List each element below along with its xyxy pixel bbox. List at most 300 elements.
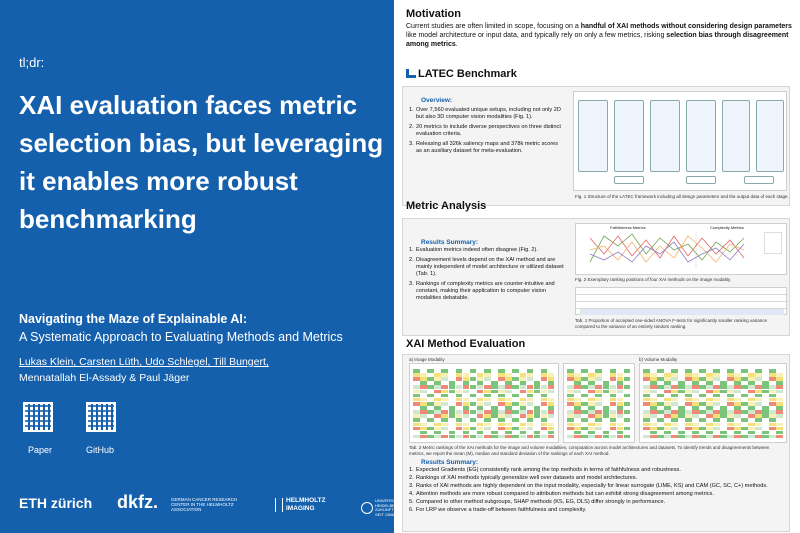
heatmap-cell	[574, 418, 581, 422]
heatmap-cell	[643, 418, 650, 422]
heatmap-cell	[741, 406, 748, 410]
heatmap-cell	[456, 414, 463, 418]
heatmap-cell	[643, 423, 650, 427]
heatmap-cell	[477, 402, 484, 406]
heatmap-cell	[512, 377, 519, 381]
heatmap-cell	[520, 431, 527, 435]
heatmap-cell	[762, 423, 769, 427]
heatmap-cell	[617, 423, 624, 427]
heatmap-cell	[463, 402, 470, 406]
heatmap-cell	[755, 390, 762, 394]
heatmap-cell	[427, 377, 434, 381]
heatmap-cell	[664, 402, 671, 406]
heatmap-cell	[643, 369, 650, 373]
heatmap-cell	[678, 390, 685, 394]
heatmap-cell	[603, 373, 610, 377]
heatmap-cell	[650, 394, 657, 398]
heatmap-cell	[595, 385, 602, 389]
heatmap-cell	[741, 398, 748, 402]
xai-result-text-6: For LRP we observe a trade-off between faithfulness and complexity.	[416, 507, 587, 513]
heatmap-cell	[692, 410, 699, 414]
heatmap-cell	[741, 423, 748, 427]
heatmap-cell	[449, 410, 456, 414]
heatmap-cell	[588, 373, 595, 377]
heatmap-cell	[427, 385, 434, 389]
fig-output-box	[614, 176, 644, 184]
heatmap-cell	[664, 390, 671, 394]
overview-item: 1. Over 7,560 evaluated unique setups, including not only 2D but also 3D computer vision modalities (Fig. 1).	[409, 107, 561, 120]
heatmap-cell	[427, 398, 434, 402]
heatmap-cell	[434, 414, 441, 418]
heatmap-cell	[567, 385, 574, 389]
heatmap-cell	[505, 394, 512, 398]
heatmap-cell	[534, 369, 541, 373]
heatmap-cell	[548, 402, 555, 406]
heatmap-cell	[617, 377, 624, 381]
heatmap-cell	[762, 435, 769, 439]
heatmap-cell	[470, 394, 477, 398]
heatmap-cell	[491, 435, 498, 439]
heatmap-cell	[713, 394, 720, 398]
heatmap-cell	[574, 398, 581, 402]
heatmap-cell	[477, 394, 484, 398]
heatmap-cell	[541, 398, 548, 402]
heatmap-cell	[769, 418, 776, 422]
heatmap-cell	[706, 373, 713, 377]
heatmap-cell	[643, 398, 650, 402]
heatmap-cell	[776, 402, 783, 406]
heatmap-cell	[769, 410, 776, 414]
heatmap-cell	[650, 427, 657, 431]
heatmap-cell	[527, 385, 534, 389]
heatmap-cell	[734, 398, 741, 402]
heatmap-cell	[449, 414, 456, 418]
heatmap-cell	[595, 369, 602, 373]
heatmap-cell	[491, 406, 498, 410]
heatmap-cell	[567, 431, 574, 435]
heatmap-cell	[534, 427, 541, 431]
heatmap-cell	[678, 410, 685, 414]
heatmap-cell	[762, 427, 769, 431]
heatmap-cell	[657, 410, 664, 414]
heatmap-cell	[484, 423, 491, 427]
heatmap-cell	[588, 435, 595, 439]
heatmap-cell	[588, 423, 595, 427]
heatmap-cell	[484, 418, 491, 422]
heatmap-cell	[581, 402, 588, 406]
heatmap-cell	[463, 406, 470, 410]
heatmap-cell	[685, 385, 692, 389]
heatmap-cell	[512, 418, 519, 422]
heatmap-cell	[713, 377, 720, 381]
heatmap-cell	[685, 369, 692, 373]
heatmap-cell	[643, 427, 650, 431]
heatmap-cell	[624, 406, 631, 410]
heatmap-cell	[624, 418, 631, 422]
heatmap-cell	[574, 402, 581, 406]
heatmap-cell	[650, 373, 657, 377]
heatmap-cell	[713, 427, 720, 431]
heatmap-cell	[699, 406, 706, 410]
heatmap-cell	[678, 431, 685, 435]
heatmap-cell	[699, 431, 706, 435]
heatmap-cell	[624, 394, 631, 398]
heatmap-cell	[463, 418, 470, 422]
heatmap-cell	[657, 427, 664, 431]
heatmap-cell	[748, 398, 755, 402]
qr-paper-label: Paper	[28, 445, 53, 455]
heatmap-cell	[548, 423, 555, 427]
heidelberg-seal-icon	[361, 502, 373, 514]
heatmap-cell	[427, 418, 434, 422]
heatmap-cell	[427, 406, 434, 410]
heatmap-cell	[748, 431, 755, 435]
heatmap-cell	[692, 369, 699, 373]
xai-eval-panel	[402, 354, 790, 532]
heatmap-cell	[692, 398, 699, 402]
heatmap-cell	[603, 390, 610, 394]
heatmap-cell	[512, 381, 519, 385]
heatmap-cell	[534, 414, 541, 418]
heatmap-cell	[617, 373, 624, 377]
heatmap-cell	[671, 369, 678, 373]
heatmap-cell	[741, 377, 748, 381]
heatmap-cell	[776, 377, 783, 381]
heatmap-cell	[463, 431, 470, 435]
fig-stage-box	[578, 100, 608, 172]
heatmap-cell	[588, 385, 595, 389]
heatmap-cell	[603, 369, 610, 373]
heatmap-cell	[527, 435, 534, 439]
heatmap-cell	[520, 435, 527, 439]
table-highlight-row	[580, 309, 784, 315]
heatmap-cell	[692, 406, 699, 410]
heatmap-cell	[574, 369, 581, 373]
heatmap-cell	[420, 390, 427, 394]
heatmap-cell	[699, 410, 706, 414]
heatmap-cell	[595, 373, 602, 377]
heatmap-cell	[692, 423, 699, 427]
motivation-text-d: selection bias through disagreement among metrics	[406, 32, 789, 48]
tldr-label: tl;dr:	[19, 55, 45, 70]
heatmap-cell	[505, 385, 512, 389]
heatmap-cell	[534, 381, 541, 385]
heatmap-cell	[441, 431, 448, 435]
heatmap-cell	[727, 381, 734, 385]
metric-results-title: Results Summary:	[421, 239, 479, 246]
heatmap-cell	[748, 394, 755, 398]
benchmark-heading	[406, 68, 517, 80]
heatmap-cell	[588, 418, 595, 422]
heatmap-cell	[548, 431, 555, 435]
heatmap-cell	[548, 394, 555, 398]
heatmap-cell	[624, 402, 631, 406]
heatmap-cell	[610, 394, 617, 398]
heatmap-cell	[720, 427, 727, 431]
heatmap-cell	[505, 369, 512, 373]
heatmap-cell	[692, 414, 699, 418]
heatmap-cell	[449, 418, 456, 422]
heatmap-cell	[741, 427, 748, 431]
heatmap-cell	[574, 390, 581, 394]
heatmap-cell	[449, 406, 456, 410]
heatmap-cell	[776, 410, 783, 414]
heatmap-cell	[484, 402, 491, 406]
heatmap-cell	[512, 369, 519, 373]
heatmap-cell	[617, 410, 624, 414]
heatmap-cell	[441, 414, 448, 418]
heatmap-cell	[548, 410, 555, 414]
heatmap-cell	[734, 423, 741, 427]
heatmap-cell	[727, 377, 734, 381]
qr-code-github[interactable]	[86, 402, 116, 432]
heatmap-cell	[713, 390, 720, 394]
heatmap-cell	[755, 414, 762, 418]
heatmap-cell	[427, 423, 434, 427]
heatmap-cell	[512, 385, 519, 389]
heatmap-cell	[484, 377, 491, 381]
heatmap-cell	[449, 377, 456, 381]
benchmark-panel	[402, 86, 790, 206]
heatmap-cell	[699, 398, 706, 402]
heatmap-cell	[534, 394, 541, 398]
heatmap-cell	[484, 414, 491, 418]
heatmap-cell	[748, 418, 755, 422]
heatmap-cell	[527, 369, 534, 373]
heatmap-cell	[456, 423, 463, 427]
heatmap-cell	[671, 406, 678, 410]
heatmap-cell	[477, 385, 484, 389]
logo-bar	[19, 492, 402, 521]
heatmap-cell	[603, 414, 610, 418]
heatmap-cell	[527, 414, 534, 418]
heatmap-cell	[610, 381, 617, 385]
heatmap-cell	[769, 431, 776, 435]
heatmap-cell	[762, 390, 769, 394]
heatmap-cell	[470, 402, 477, 406]
heatmap-volume	[639, 363, 787, 443]
heatmap-cell	[706, 423, 713, 427]
heatmap-cell	[610, 418, 617, 422]
heatmap-cell	[720, 394, 727, 398]
heatmap-cell	[657, 377, 664, 381]
heatmap-cell	[520, 377, 527, 381]
heatmap-cell	[484, 394, 491, 398]
heatmap-cell	[706, 381, 713, 385]
heatmap-cell	[491, 369, 498, 373]
heatmap-cell	[734, 402, 741, 406]
heatmap-cell	[776, 406, 783, 410]
heatmap-cell	[692, 385, 699, 389]
heatmap-cell	[650, 431, 657, 435]
heatmap-cell	[769, 390, 776, 394]
heatmap-cell	[456, 427, 463, 431]
heatmap-cell	[727, 414, 734, 418]
heatmap-cell	[463, 385, 470, 389]
heatmap-cell	[434, 431, 441, 435]
heatmap-cell	[574, 381, 581, 385]
heatmap-cell	[541, 385, 548, 389]
heatmap-cell	[610, 410, 617, 414]
heatmap-cell	[420, 385, 427, 389]
heatmap-cell	[610, 390, 617, 394]
heatmap-cell	[434, 385, 441, 389]
heatmap-cell	[527, 377, 534, 381]
heatmap-cell	[548, 418, 555, 422]
heatmap-cell	[762, 369, 769, 373]
heatmap-cell	[624, 398, 631, 402]
heatmap-cell	[603, 394, 610, 398]
heatmap-cell	[567, 414, 574, 418]
heatmap-cell	[441, 418, 448, 422]
heatmap-cell	[603, 398, 610, 402]
heatmap-cell	[748, 377, 755, 381]
heatmap-cell	[706, 435, 713, 439]
heatmap-cell	[671, 394, 678, 398]
heatmap-cell	[449, 431, 456, 435]
heatmap-cell	[671, 414, 678, 418]
heatmap-cell	[678, 423, 685, 427]
heatmap-cell	[413, 410, 420, 414]
heatmap-cell	[581, 381, 588, 385]
heatmap-cell	[567, 373, 574, 377]
heatmap-cell	[657, 394, 664, 398]
heatmap-cell	[456, 369, 463, 373]
heatmap-cell	[692, 427, 699, 431]
heatmap-cell	[505, 406, 512, 410]
heatmap-cell	[727, 418, 734, 422]
heatmap-cell	[617, 394, 624, 398]
heatmap-cell	[491, 398, 498, 402]
heatmap-cell	[456, 402, 463, 406]
heatmap-cell	[413, 385, 420, 389]
heatmap-cell	[650, 435, 657, 439]
heatmap-cell	[699, 418, 706, 422]
heatmap-cell	[603, 435, 610, 439]
heatmap-cell	[617, 369, 624, 373]
heatmap-cell	[727, 435, 734, 439]
heatmap-cell	[512, 431, 519, 435]
heatmap-cell	[463, 390, 470, 394]
heatmap-cell	[427, 410, 434, 414]
metric-result-item: 2. Disagreement levels depend on the XAI method and are mainly independent of model architecture or utilized dataset (Tab. 1).	[409, 257, 564, 277]
heatmap-cell	[671, 423, 678, 427]
heatmap-cell	[470, 414, 477, 418]
heatmap-cell	[650, 402, 657, 406]
heatmap-cell	[498, 369, 505, 373]
heatmap-cell	[741, 369, 748, 373]
heatmap-cell	[449, 369, 456, 373]
heatmap-cell	[643, 414, 650, 418]
heatmap-cell	[671, 410, 678, 414]
heatmap-cell	[491, 381, 498, 385]
heatmap-cell	[678, 435, 685, 439]
heatmap-cell	[748, 390, 755, 394]
heatmap-cell	[434, 418, 441, 422]
heatmap-cell	[685, 377, 692, 381]
heatmap-cell	[541, 435, 548, 439]
heatmap-cell	[548, 385, 555, 389]
heatmap-cell	[624, 410, 631, 414]
heatmap-cell	[470, 435, 477, 439]
heatmap-cell	[734, 427, 741, 431]
heatmap-cell	[741, 414, 748, 418]
motivation-text-b: handful of XAI methods without considering design parameters	[580, 23, 792, 30]
heatmap-cell	[491, 373, 498, 377]
heatmap-cell	[595, 427, 602, 431]
heatmap-cell	[427, 373, 434, 377]
heatmap-cell	[413, 390, 420, 394]
heatmap-cell	[534, 406, 541, 410]
heatmap-cell	[762, 431, 769, 435]
heatmap-cell	[595, 402, 602, 406]
heatmap-cell	[755, 377, 762, 381]
heatmap-cell	[484, 390, 491, 394]
xai-results-list	[409, 467, 787, 515]
heatmap-cell	[441, 410, 448, 414]
heatmap-cell	[527, 402, 534, 406]
heatmap-cell	[505, 410, 512, 414]
heatmap-cell	[748, 427, 755, 431]
heatmap-cell	[534, 423, 541, 427]
heatmap-cell	[512, 402, 519, 406]
heatmap-cell	[498, 435, 505, 439]
heatmap-cell	[664, 414, 671, 418]
heatmap-cell	[776, 394, 783, 398]
heatmap-cell	[603, 402, 610, 406]
latec-logo-icon	[406, 69, 416, 78]
heatmap-cell	[713, 373, 720, 377]
heatmap-cell	[748, 410, 755, 414]
heatmap-cell	[541, 423, 548, 427]
motivation-text-c: like model architecture or input data, and typically rely on only a few metrics, risking	[406, 32, 667, 39]
heatmap-cell	[498, 394, 505, 398]
heatmap-cell	[434, 394, 441, 398]
heatmap-cell	[413, 369, 420, 373]
heatmap-cell	[755, 406, 762, 410]
heatmap-cell	[477, 390, 484, 394]
heatmap-cell	[734, 381, 741, 385]
heatmap-cell	[477, 406, 484, 410]
heatmap-cell	[581, 390, 588, 394]
heatmap-cell	[441, 394, 448, 398]
heatmap-cell	[595, 435, 602, 439]
heatmap-cell	[520, 414, 527, 418]
qr-code-paper[interactable]	[23, 402, 53, 432]
heatmap-cell	[671, 381, 678, 385]
panel-a-label: a) Image Modality	[409, 357, 445, 362]
heatmap-cell	[470, 423, 477, 427]
heatmap-cell	[720, 410, 727, 414]
heatmap-cell	[581, 410, 588, 414]
heatmap-cell	[574, 410, 581, 414]
heatmap-cell	[671, 398, 678, 402]
heatmap-cell	[657, 435, 664, 439]
complexity-label: Complexity Metrics	[710, 225, 744, 230]
heatmap-cell	[755, 373, 762, 377]
heatmap-cell	[720, 431, 727, 435]
heatmap-cell	[776, 390, 783, 394]
heatmap-cell	[477, 435, 484, 439]
heatmap-cell	[727, 427, 734, 431]
heatmap-cell	[449, 394, 456, 398]
heatmap-cell	[643, 431, 650, 435]
overview-title: Overview:	[421, 97, 453, 104]
heatmap-cell	[463, 427, 470, 431]
heatmap-cell	[527, 398, 534, 402]
metric-results-list	[409, 247, 567, 305]
heatmap-cell	[699, 414, 706, 418]
